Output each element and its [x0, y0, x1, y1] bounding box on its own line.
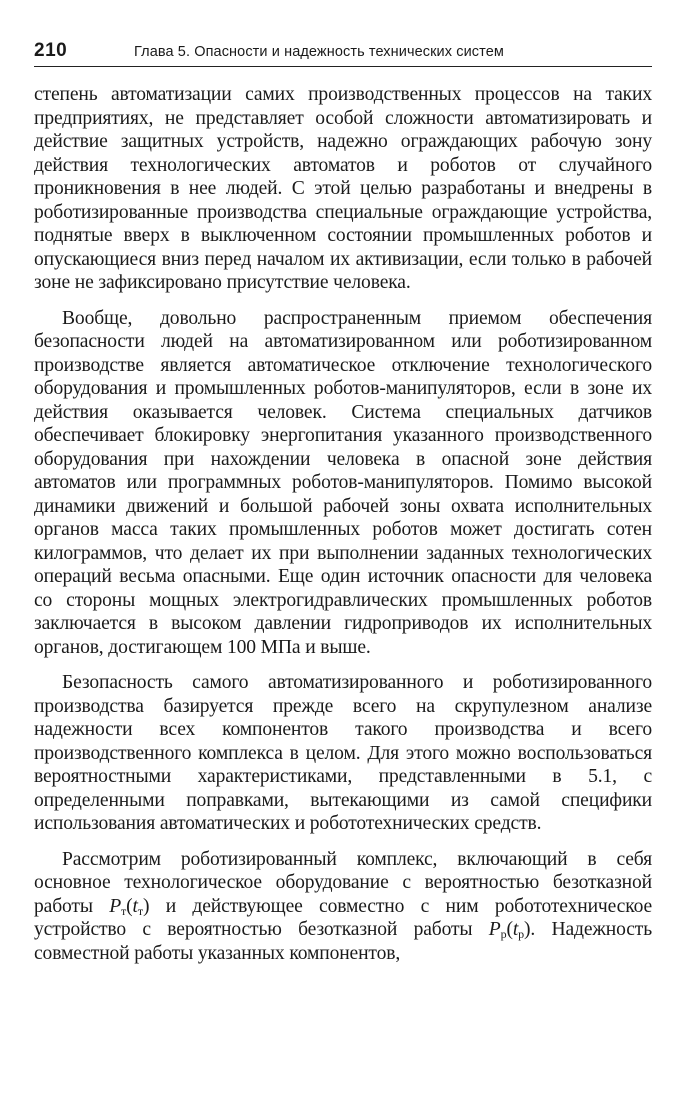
book-page [34, 40, 652, 977]
text-run: . Надежность совместной работы указанных компонентов, [34, 919, 653, 964]
chapter-title: Глава 5. Опасности и надежность технических систем [134, 44, 504, 60]
page-number: 210 [34, 40, 68, 61]
body-text [34, 83, 652, 965]
running-head [34, 40, 652, 67]
paragraph-continuation: степень автоматизации самих производственных процессов на таких предприятиях, не представляет особой сложности автоматизировать и действие защитных устройств, надежно ограждающих рабочую зону действия технологических автоматов и роботов от случайного проникновения в нее людей. С этой целью разработаны и внедрены в роботизированные производства специальные ограждающие устройства, поднятые вверх в выключенном состоянии промышленных роботов и опускающиеся вниз перед началом их активизации, если только в рабочей зоне не зафиксировано присутствие человека. [34, 84, 652, 293]
paragraph-auto-shutdown: Вообще, довольно распространенным приемом обеспечения безопасности людей на автоматизированном или роботизированном производстве является автоматическое отключение технологического оборудования и промышленных роботов-манипуляторов, если в зоне их действия оказывается человек. Система специальных датчиков обеспечивает блокировку энергопитания указанного производственного оборудования при нахождении человека в опасной зоне действия автоматов или программных роботов-манипуляторов. Помимо высокой динамики движений и большой рабочей зоны охвата исполнительных органов масса таких промышленных роботов может достигать сотен килограммов, что делает их при выполнении заданных технологических операций весьма опасными. Еще один источник опасности для человека со стороны мощных электрогидравлических промышленных роботов заключается в высоком давлении гидроприводов их исполнительных органов, достигающем 100 МПа и выше. [34, 307, 652, 658]
text-run: и действующее совместно с ним робототехническое устройство с вероятностью безотказной работы [34, 895, 652, 940]
paragraph-safety-analysis: Безопасность самого автоматизированного и роботизированного производства базируется прежде всего на скрупулезном анализе надежности всех компонентов такого производства и всего производственного комплекса в целом. Для этого можно воспользоваться вероятностными характеристиками, представленными в 5.1, с определенными поправками, вытекающими из самой специфики использования автоматических и робототехнических средств. [34, 672, 652, 834]
text-run: Рассмотрим роботизированный комплекс, включающий в себя основное технологическое оборудование с вероятностью безотказной работы [34, 848, 652, 917]
formula-p-t: $P_т(t_т)$ [109, 895, 150, 918]
paragraph-robotic-complex [34, 848, 652, 966]
formula-p-r: $P_р(t_р)$ [488, 919, 531, 941]
